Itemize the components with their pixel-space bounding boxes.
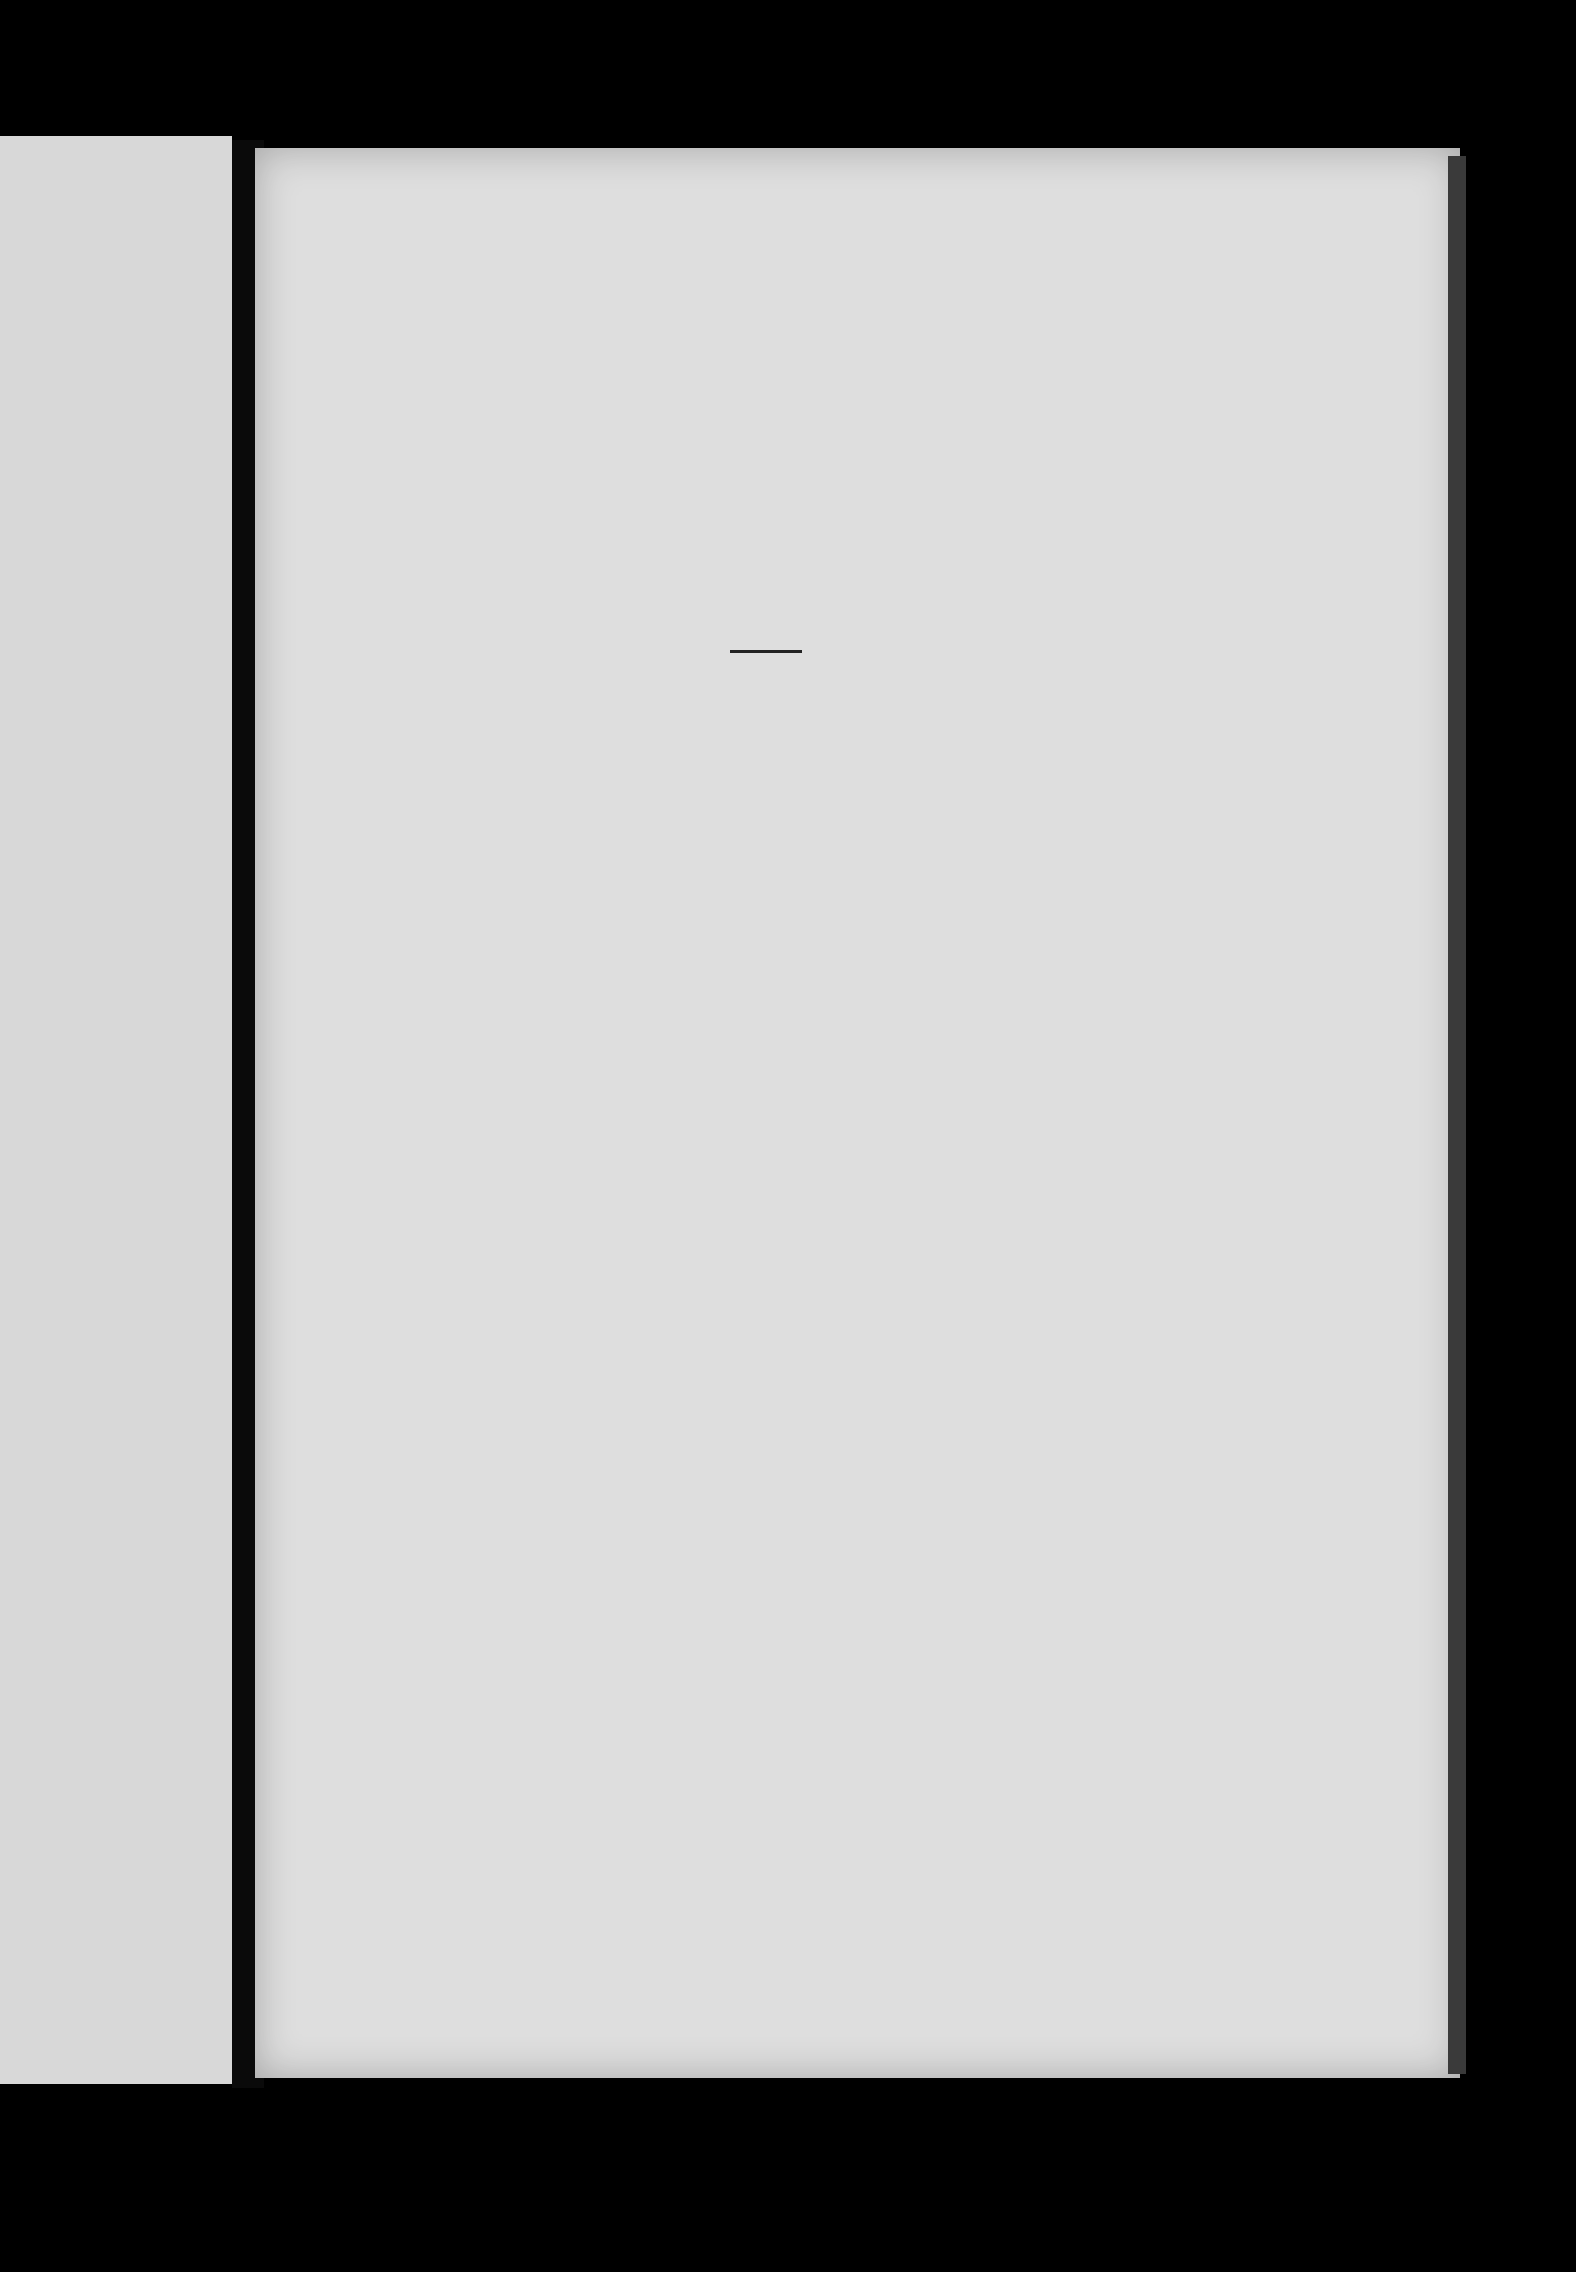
page-edge bbox=[1448, 156, 1466, 2074]
page bbox=[255, 148, 1460, 2078]
section-divider bbox=[730, 650, 802, 653]
left-page-fragment bbox=[0, 136, 232, 2084]
